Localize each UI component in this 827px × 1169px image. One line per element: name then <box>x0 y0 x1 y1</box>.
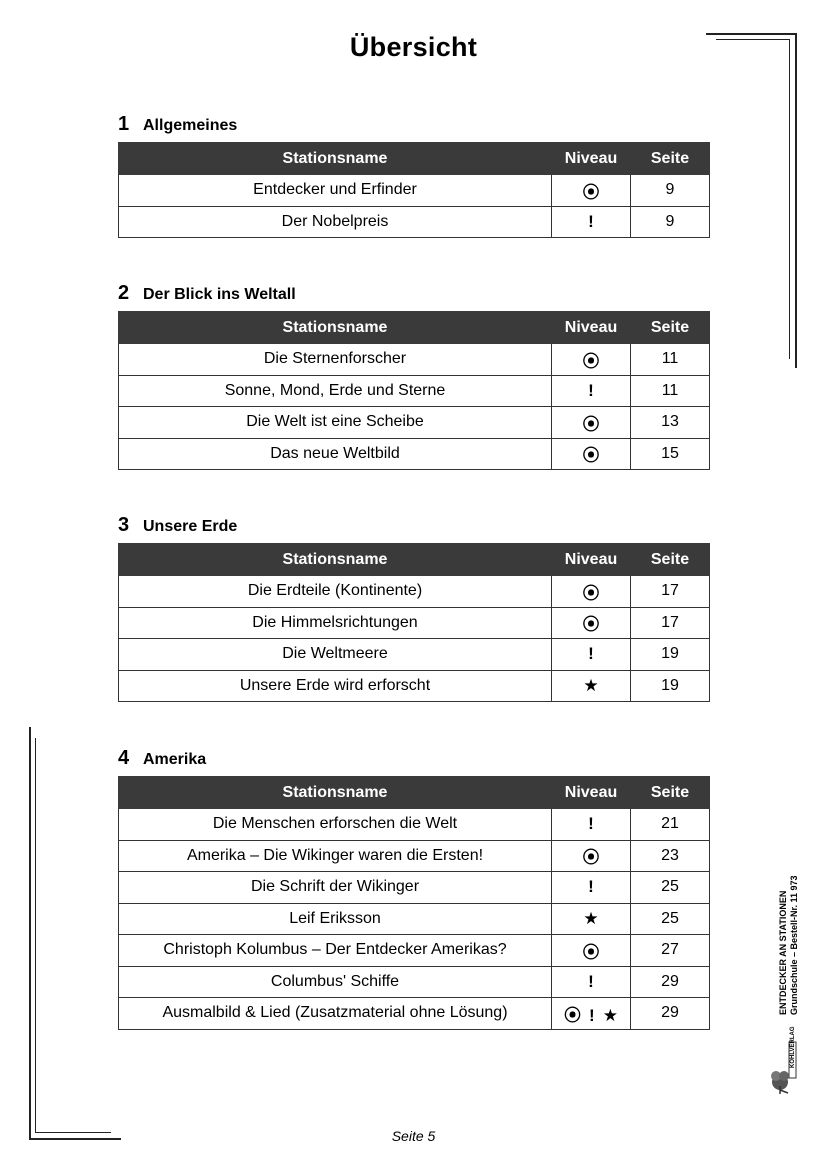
station-page: 11 <box>631 344 710 376</box>
page-footer: Seite 5 <box>391 1128 436 1144</box>
station-level <box>552 438 631 470</box>
column-header-level: Niveau <box>552 143 631 175</box>
station-page: 29 <box>631 998 710 1030</box>
level-exclaim-icon: ! <box>588 380 594 400</box>
table-row <box>119 344 710 376</box>
table-row <box>119 576 710 608</box>
table-row <box>119 607 710 639</box>
level-exclaim-icon: ! <box>588 211 594 231</box>
column-header-page: Seite <box>631 312 710 344</box>
level-exclaim-icon: ! <box>588 971 594 991</box>
station-name: Das neue Weltbild <box>119 438 552 470</box>
station-level <box>552 375 631 407</box>
frame-bottom-left-v2 <box>35 738 36 1133</box>
section-title: Der Blick ins Weltall <box>143 286 296 303</box>
table-row <box>119 840 710 872</box>
section-number: 4 <box>118 747 130 769</box>
station-page: 19 <box>631 670 710 702</box>
station-page: 25 <box>631 872 710 904</box>
station-name: Die Erdteile (Kontinente) <box>119 576 552 608</box>
table-row <box>119 872 710 904</box>
section-number: 2 <box>118 282 130 304</box>
station-level <box>552 407 631 439</box>
stations-table <box>118 311 710 470</box>
level-exclaim-icon: ! <box>588 814 594 834</box>
table-row <box>119 998 710 1030</box>
level-target-icon: ⦿ <box>582 583 600 603</box>
level-exclaim-icon: ! <box>588 877 594 897</box>
level-star-icon: ★ <box>602 1005 618 1025</box>
station-name: Die Weltmeere <box>119 639 552 671</box>
table-row <box>119 809 710 841</box>
column-header-name: Stationsname <box>119 544 552 576</box>
column-header-page: Seite <box>631 777 710 809</box>
column-header-level: Niveau <box>552 777 631 809</box>
station-name: Die Menschen erforschen die Welt <box>119 809 552 841</box>
table-header-row <box>119 312 710 344</box>
level-target-icon: ⦿ <box>582 615 600 635</box>
station-page: 13 <box>631 407 710 439</box>
table-row <box>119 670 710 702</box>
station-page: 17 <box>631 576 710 608</box>
frame-top-right-v1 <box>795 33 797 368</box>
table-row <box>119 407 710 439</box>
column-header-level: Niveau <box>552 312 631 344</box>
level-target-icon: ⦿ <box>582 446 600 466</box>
column-header-level: Niveau <box>552 544 631 576</box>
table-row <box>119 639 710 671</box>
station-page: 15 <box>631 438 710 470</box>
station-page: 19 <box>631 639 710 671</box>
section-number: 3 <box>118 514 130 536</box>
frame-bottom-left-v1 <box>29 727 31 1139</box>
station-level <box>552 998 631 1030</box>
table-header-row <box>119 143 710 175</box>
level-star-icon: ★ <box>583 908 599 928</box>
station-name: Columbus' Schiffe <box>119 966 552 998</box>
page-title: Übersicht <box>349 32 478 62</box>
station-level <box>552 175 631 207</box>
station-level <box>552 344 631 376</box>
station-level <box>552 576 631 608</box>
station-page: 29 <box>631 966 710 998</box>
station-name: Der Nobelpreis <box>119 206 552 238</box>
station-level <box>552 872 631 904</box>
section-heading <box>118 113 709 137</box>
station-level <box>552 966 631 998</box>
station-name: Die Welt ist eine Scheibe <box>119 407 552 439</box>
station-name: Ausmalbild & Lied (Zusatzmaterial ohne Lösung) <box>119 998 552 1030</box>
level-target-icon: ⦿ <box>582 942 600 962</box>
publisher-logo-text: KOHLVERLAG <box>790 1026 796 1068</box>
side-imprint-line1: ENTDECKER AN STATIONEN <box>778 890 788 1015</box>
station-level <box>552 809 631 841</box>
section-heading <box>118 514 709 538</box>
section-title: Amerika <box>143 751 207 768</box>
table-row <box>119 175 710 207</box>
stations-table <box>118 543 710 702</box>
station-page: 17 <box>631 607 710 639</box>
section-heading <box>118 282 709 306</box>
station-page: 23 <box>631 840 710 872</box>
stations-table <box>118 776 710 1030</box>
level-target-icon: ⦿ <box>582 182 600 202</box>
level-exclaim-icon: ! <box>589 1005 595 1025</box>
table-row <box>119 206 710 238</box>
table-row <box>119 438 710 470</box>
station-level <box>552 903 631 935</box>
section-allgemeines <box>118 113 709 231</box>
station-page: 9 <box>631 175 710 207</box>
station-level <box>552 935 631 967</box>
level-target-icon: ⦿ <box>582 414 600 434</box>
station-name: Die Schrift der Wikinger <box>119 872 552 904</box>
column-header-page: Seite <box>631 544 710 576</box>
station-level <box>552 639 631 671</box>
station-page: 27 <box>631 935 710 967</box>
stations-table <box>118 142 710 238</box>
station-level <box>552 206 631 238</box>
table-header-row <box>119 544 710 576</box>
station-level <box>552 840 631 872</box>
station-level <box>552 670 631 702</box>
level-target-icon: ⦿ <box>582 351 600 371</box>
side-imprint <box>778 815 808 1015</box>
station-page: 9 <box>631 206 710 238</box>
table-row <box>119 903 710 935</box>
station-name: Leif Eriksson <box>119 903 552 935</box>
column-header-name: Stationsname <box>119 143 552 175</box>
station-page: 21 <box>631 809 710 841</box>
section-amerika <box>118 747 709 1025</box>
side-imprint-line2: Grundschule – Bestell-Nr. 11 973 <box>789 875 799 1015</box>
section-unsere-erde <box>118 514 709 695</box>
station-page: 11 <box>631 375 710 407</box>
station-name: Entdecker und Erfinder <box>119 175 552 207</box>
station-name: Unsere Erde wird erforscht <box>119 670 552 702</box>
frame-top-right-v2 <box>789 39 790 359</box>
level-exclaim-icon: ! <box>588 644 594 664</box>
section-heading <box>118 747 709 771</box>
column-header-page: Seite <box>631 143 710 175</box>
column-header-name: Stationsname <box>119 312 552 344</box>
section-number: 1 <box>118 113 130 135</box>
level-target-icon: ⦿ <box>582 848 600 868</box>
station-page: 25 <box>631 903 710 935</box>
section-title: Allgemeines <box>143 117 238 134</box>
station-name: Die Himmelsrichtungen <box>119 607 552 639</box>
table-header-row <box>119 777 710 809</box>
level-target-icon: ⦿ <box>564 1005 582 1025</box>
section-blick-ins-weltall <box>118 282 709 466</box>
station-name: Die Sternenforscher <box>119 344 552 376</box>
level-star-icon: ★ <box>583 675 599 695</box>
station-level <box>552 607 631 639</box>
table-row <box>119 375 710 407</box>
section-title: Unsere Erde <box>143 518 238 535</box>
column-header-name: Stationsname <box>119 777 552 809</box>
table-row <box>119 966 710 998</box>
station-name: Amerika – Die Wikinger waren die Ersten! <box>119 840 552 872</box>
station-name: Sonne, Mond, Erde und Sterne <box>119 375 552 407</box>
station-name: Christoph Kolumbus – Der Entdecker Amerikas? <box>119 935 552 967</box>
table-row <box>119 935 710 967</box>
